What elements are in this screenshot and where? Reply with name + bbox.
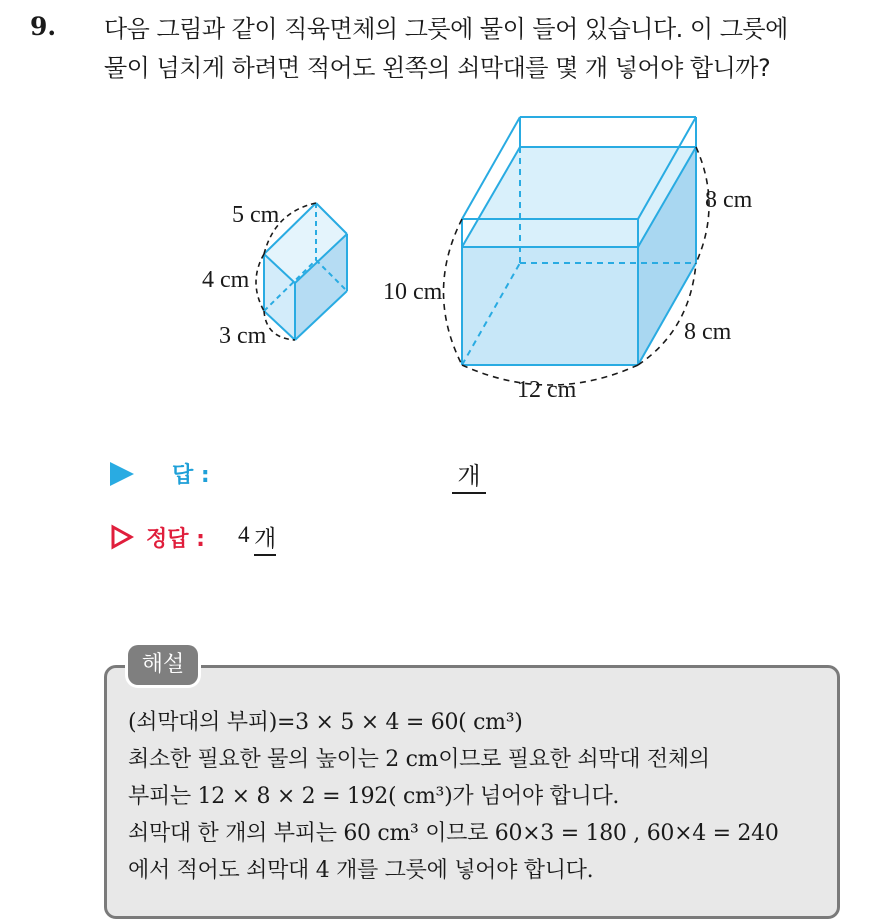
play-triangle-icon	[110, 462, 134, 486]
container-depth-label: 8 cm	[684, 319, 732, 345]
explanation-tab: 해설	[128, 645, 198, 685]
question-number: 9.	[30, 12, 57, 41]
correct-answer-unit: 개	[254, 520, 276, 556]
explanation-line: 쇠막대 한 개의 부피는 60 cm³ 이므로 60×3 = 180 , 60×4 = 240	[128, 821, 779, 846]
question-line-2: 물이 넘치게 하려면 적어도 왼쪽의 쇠막대를 몇 개 넣어야 합니까?	[104, 54, 771, 82]
water-front-face	[462, 247, 638, 365]
explanation-line: (쇠막대의 부피)=3 × 5 × 4 = 60( cm³)	[128, 710, 523, 735]
explanation-line: 최소한 필요한 물의 높이는 2 cm이므로 필요한 쇠막대 전체의	[128, 747, 710, 772]
small-depth-label: 3 cm	[219, 323, 267, 349]
correct-answer-value: 4	[238, 522, 250, 547]
explanation-line: 부피는 12 × 8 × 2 = 192( cm³)가 넘어야 합니다.	[128, 784, 620, 809]
container-left-label: 10 cm	[383, 279, 443, 305]
correct-answer-label: 정답 :	[146, 527, 205, 552]
container	[383, 117, 753, 403]
explanation-text	[128, 704, 828, 889]
small-prism	[202, 202, 347, 349]
question-line-1: 다음 그림과 같이 직육면체의 그릇에 물이 들어 있습니다. 이 그릇에	[104, 15, 788, 43]
explanation-line: 에서 적어도 쇠막대 4 개를 그릇에 넣어야 합니다.	[128, 858, 594, 883]
figure	[0, 0, 884, 430]
small-height-label: 4 cm	[202, 267, 250, 293]
small-top-label: 5 cm	[232, 202, 280, 228]
container-width-label: 12 cm	[517, 377, 577, 403]
outlined-triangle-icon	[110, 524, 134, 550]
container-height-label: 8 cm	[705, 187, 753, 213]
answer-blank: 개	[452, 456, 486, 494]
answer-label: 답 :	[172, 463, 210, 488]
